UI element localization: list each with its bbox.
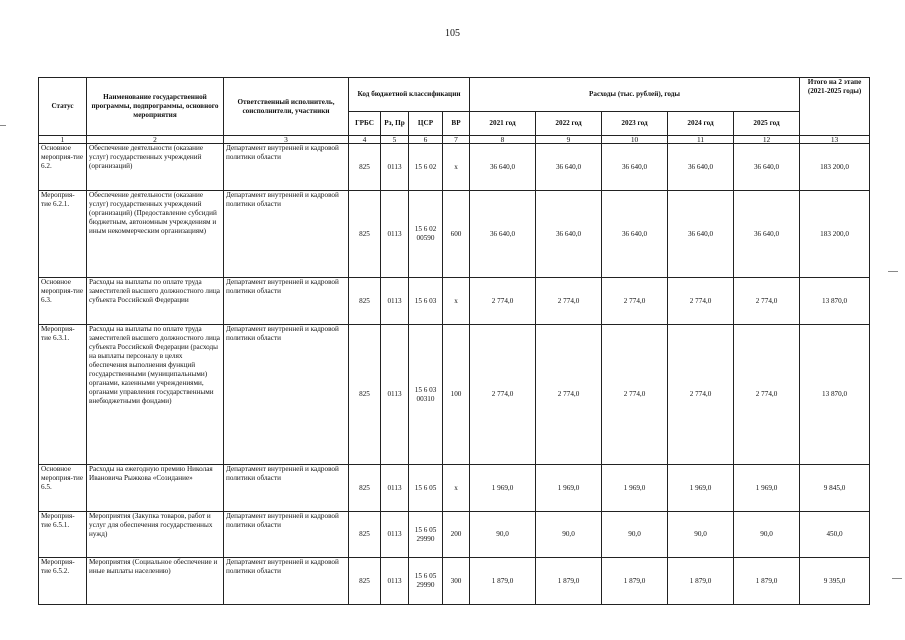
header-grbs: ГРБС	[349, 112, 381, 136]
row-year-value: 2 774,0	[668, 278, 734, 325]
row-name: Мероприятия (Социальное обеспечение и иные выплаты населению)	[87, 558, 224, 605]
row-year-value: 1 879,0	[668, 558, 734, 605]
row-vr: 200	[443, 512, 470, 558]
row-year-value: 90,0	[536, 512, 602, 558]
row-year-value: 1 969,0	[734, 465, 800, 512]
row-rzpr: 0113	[381, 278, 409, 325]
row-year-value: 2 774,0	[470, 278, 536, 325]
row-name: Расходы на выплаты по оплате труда заместителей высшего должностного лица субъекта Российской Федерации	[87, 278, 224, 325]
row-grbs: 825	[349, 144, 381, 191]
row-csr	[409, 278, 443, 325]
row-total: 9 845,0	[800, 465, 870, 512]
row-year-value: 1 879,0	[470, 558, 536, 605]
row-vr: 100	[443, 325, 470, 465]
row-year-value: 2 774,0	[602, 325, 668, 465]
row-csr-part: 00590	[416, 234, 435, 242]
column-number: 1	[39, 136, 87, 144]
table-row	[39, 144, 870, 191]
row-year-value: 36 640,0	[470, 191, 536, 278]
row-status: Основное мероприя-тие 6.5.	[39, 465, 87, 512]
row-status: Основное мероприя-тие 6.2.	[39, 144, 87, 191]
table-row	[39, 465, 870, 512]
row-year-value: 2 774,0	[734, 325, 800, 465]
row-year-value: 90,0	[668, 512, 734, 558]
row-name: Расходы на выплаты по оплате труда заместителей высшего должностного лица субъекта Российской Федерации (расходы на выплаты персоналу в целях обеспечения выполнения функций государственными (муниципальными) органами, казенными учреждениями, органами управления государственными внебюджетными фондами)	[87, 325, 224, 465]
row-year-value: 2 774,0	[470, 325, 536, 465]
row-executor: Департамент внутренней и кадровой политики области	[224, 512, 349, 558]
header-vr: ВР	[443, 112, 470, 136]
header-year-2022: 2022 год	[536, 112, 602, 136]
row-csr-part: 15 6 05	[414, 483, 437, 492]
column-number-row	[39, 136, 870, 144]
header-budget-code: Код бюджетной классификации	[349, 78, 470, 112]
header-status: Статус	[39, 78, 87, 136]
row-total: 183 200,0	[800, 144, 870, 191]
budget-table	[38, 77, 870, 605]
row-executor: Департамент внутренней и кадровой политики области	[224, 191, 349, 278]
column-number: 2	[87, 136, 224, 144]
header-expenses: Расходы (тыс. рублей), годы	[470, 78, 800, 112]
row-csr-part: 29990	[416, 581, 435, 589]
column-number: 8	[470, 136, 536, 144]
row-year-value: 1 969,0	[602, 465, 668, 512]
table-row	[39, 512, 870, 558]
column-number: 9	[536, 136, 602, 144]
row-grbs: 825	[349, 191, 381, 278]
row-vr: х	[443, 144, 470, 191]
row-csr-part: 15 6 05	[414, 572, 437, 580]
row-total: 13 870,0	[800, 325, 870, 465]
row-name: Обеспечение деятельности (оказание услуг) государственных учреждений (организаций) (Предоставление субсидий бюджетным, автономным учреждениям и иным некоммерческим организациям)	[87, 191, 224, 278]
row-year-value: 1 969,0	[668, 465, 734, 512]
column-number: 7	[443, 136, 470, 144]
row-csr	[409, 144, 443, 191]
row-csr-part: 00310	[416, 394, 435, 403]
row-year-value: 90,0	[470, 512, 536, 558]
row-csr	[409, 512, 443, 558]
row-year-value: 2 774,0	[536, 278, 602, 325]
column-number: 5	[381, 136, 409, 144]
row-total: 450,0	[800, 512, 870, 558]
row-rzpr: 0113	[381, 512, 409, 558]
row-year-value: 1 969,0	[536, 465, 602, 512]
left-margin-mark	[0, 125, 6, 126]
row-csr-part: 15 6 03	[414, 385, 437, 394]
row-executor: Департамент внутренней и кадровой политики области	[224, 465, 349, 512]
row-csr-part: 15 6 02	[414, 225, 437, 233]
row-grbs: 825	[349, 465, 381, 512]
column-number: 3	[224, 136, 349, 144]
row-executor: Департамент внутренней и кадровой политики области	[224, 325, 349, 465]
column-number: 6	[409, 136, 443, 144]
row-status: Мероприя-тие 6.2.1.	[39, 191, 87, 278]
row-rzpr: 0113	[381, 558, 409, 605]
table-row	[39, 558, 870, 605]
row-name: Обеспечение деятельности (оказание услуг) государственных учреждений (организаций)	[87, 144, 224, 191]
row-csr	[409, 191, 443, 278]
row-total: 183 200,0	[800, 191, 870, 278]
row-rzpr: 0113	[381, 325, 409, 465]
table-row	[39, 191, 870, 278]
header-year-2021: 2021 год	[470, 112, 536, 136]
row-vr: 600	[443, 191, 470, 278]
row-name: Расходы на ежегодную премию Николая Ивановича Рыжкова «Созидание»	[87, 465, 224, 512]
row-year-value: 2 774,0	[734, 278, 800, 325]
row-year-value: 36 640,0	[536, 144, 602, 191]
row-year-value: 2 774,0	[668, 325, 734, 465]
header-rzpr: Рз, Пр	[381, 112, 409, 136]
row-csr	[409, 558, 443, 605]
row-csr	[409, 465, 443, 512]
row-rzpr: 0113	[381, 144, 409, 191]
row-csr-part: 15 6 05	[414, 525, 437, 534]
row-year-value: 1 879,0	[602, 558, 668, 605]
row-csr-part: 15 6 03	[414, 296, 437, 305]
right-margin-mark-2	[892, 578, 902, 579]
row-year-value: 36 640,0	[734, 191, 800, 278]
row-csr	[409, 325, 443, 465]
row-grbs: 825	[349, 558, 381, 605]
row-executor: Департамент внутренней и кадровой политики области	[224, 558, 349, 605]
row-year-value: 36 640,0	[668, 144, 734, 191]
page-number: 105	[445, 28, 460, 39]
row-year-value: 36 640,0	[668, 191, 734, 278]
row-status: Основное мероприя-тие 6.3.	[39, 278, 87, 325]
row-status: Мероприя-тие 6.5.1.	[39, 512, 87, 558]
row-year-value: 36 640,0	[536, 191, 602, 278]
header-name: Наименование государственной программы, подпрограммы, основного мероприятия	[87, 78, 224, 136]
row-executor: Департамент внутренней и кадровой политики области	[224, 278, 349, 325]
header-csr: ЦСР	[409, 112, 443, 136]
column-number: 10	[602, 136, 668, 144]
row-vr: 300	[443, 558, 470, 605]
table-row	[39, 278, 870, 325]
row-year-value: 1 969,0	[470, 465, 536, 512]
column-number: 13	[800, 136, 870, 144]
table-row	[39, 325, 870, 465]
row-year-value: 36 640,0	[602, 144, 668, 191]
row-grbs: 825	[349, 278, 381, 325]
right-margin-mark	[888, 271, 898, 272]
column-number: 11	[668, 136, 734, 144]
row-vr: х	[443, 465, 470, 512]
row-rzpr: 0113	[381, 465, 409, 512]
row-vr: х	[443, 278, 470, 325]
header-executor: Ответственный исполнитель, соисполнители, участники	[224, 78, 349, 136]
header-year-2023: 2023 год	[602, 112, 668, 136]
column-number: 12	[734, 136, 800, 144]
header-year-2025: 2025 год	[734, 112, 800, 136]
row-csr-part: 15 6 02	[414, 162, 437, 171]
row-grbs: 825	[349, 325, 381, 465]
row-rzpr: 0113	[381, 191, 409, 278]
row-year-value: 2 774,0	[602, 278, 668, 325]
row-year-value: 1 879,0	[734, 558, 800, 605]
row-csr-part: 29990	[416, 534, 435, 543]
row-grbs: 825	[349, 512, 381, 558]
row-year-value: 1 879,0	[536, 558, 602, 605]
row-year-value: 36 640,0	[602, 191, 668, 278]
row-year-value: 36 640,0	[734, 144, 800, 191]
row-status: Мероприя-тие 6.3.1.	[39, 325, 87, 465]
row-name: Мероприятия (Закупка товаров, работ и услуг для обеспечения государственных нужд)	[87, 512, 224, 558]
row-year-value: 36 640,0	[470, 144, 536, 191]
row-total: 9 395,0	[800, 558, 870, 605]
column-number: 4	[349, 136, 381, 144]
row-year-value: 90,0	[602, 512, 668, 558]
row-year-value: 2 774,0	[536, 325, 602, 465]
row-year-value: 90,0	[734, 512, 800, 558]
header-total: Итого на 2 этапе (2021-2025 годы)	[800, 78, 870, 136]
row-executor: Департамент внутренней и кадровой политики области	[224, 144, 349, 191]
header-year-2024: 2024 год	[668, 112, 734, 136]
row-status: Мероприя-тие 6.5.2.	[39, 558, 87, 605]
row-total: 13 870,0	[800, 278, 870, 325]
